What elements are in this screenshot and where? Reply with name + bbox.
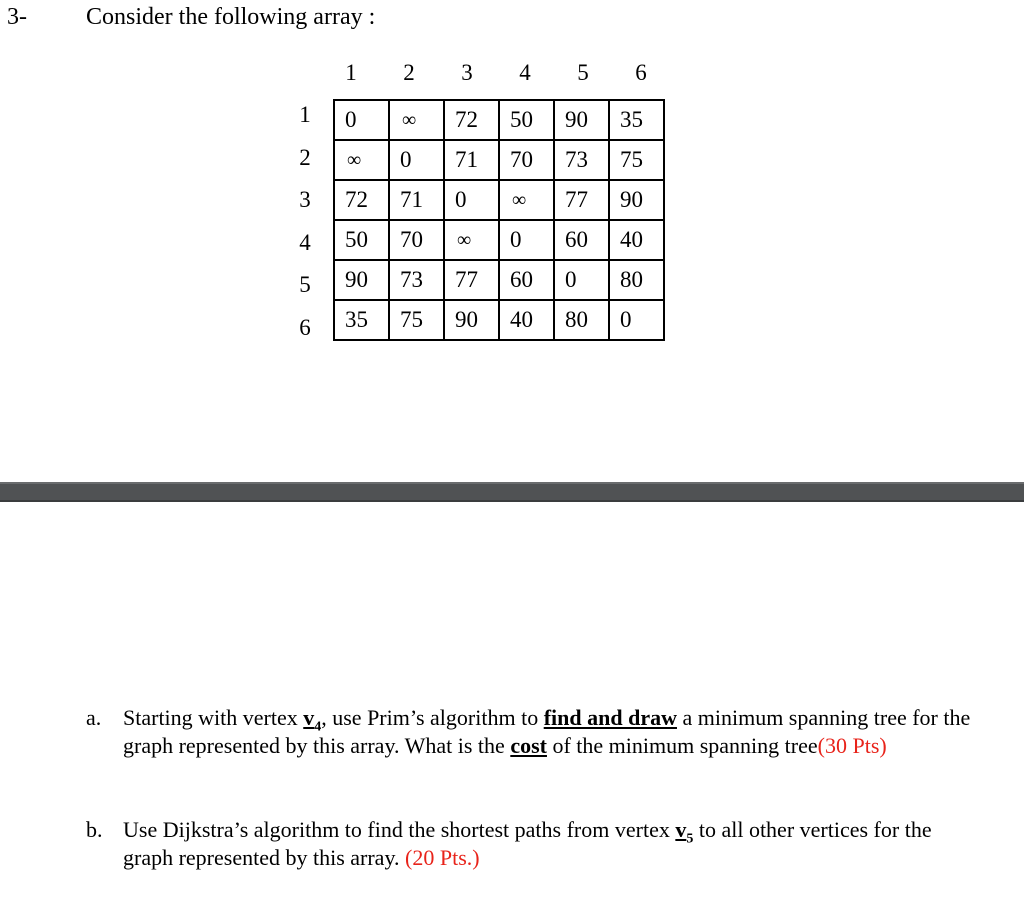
matrix-cell: ∞ [334,140,389,180]
matrix-cell: 50 [499,100,554,140]
matrix-cell: 72 [444,100,499,140]
matrix-cell: ∞ [444,220,499,260]
matrix-cell: 73 [554,140,609,180]
vertex-subscript: 5 [686,831,694,847]
matrix-cell: 0 [554,260,609,300]
matrix-cell: 90 [444,300,499,340]
matrix-cell: 0 [444,180,499,220]
matrix-row [334,140,664,180]
matrix-cell: 90 [554,100,609,140]
adjacency-matrix [333,99,665,341]
row-header: 6 [299,315,311,340]
vertex-letter: v [675,817,687,842]
matrix-cell: 71 [389,180,444,220]
row-header: 3 [299,187,311,212]
matrix-cell: 70 [389,220,444,260]
matrix-cell: 0 [334,100,389,140]
text-run: to all other vertices for the graph represented by this array. [123,817,932,870]
matrix-cell: 90 [334,260,389,300]
matrix-cell: 70 [499,140,554,180]
matrix-cell: 0 [609,300,664,340]
matrix-cell: 60 [499,260,554,300]
part-a-marker: a. [86,705,102,730]
matrix-cell: 50 [334,220,389,260]
column-header: 6 [635,60,647,85]
matrix-cell: 40 [609,220,664,260]
vertex-label [303,705,322,735]
row-header: 5 [299,272,311,297]
emphasis-text: cost [510,733,547,758]
matrix-cell: 72 [334,180,389,220]
points-label: (20 Pts.) [405,845,480,870]
points-label: (30 Pts) [817,733,887,758]
matrix-row [334,100,664,140]
matrix-row [334,180,664,220]
matrix-row [334,220,664,260]
matrix-cell: ∞ [499,180,554,220]
column-header: 1 [345,60,357,85]
matrix-cell: 71 [444,140,499,180]
emphasis-text: find and draw [543,705,677,730]
row-header: 1 [299,102,311,127]
column-header: 4 [519,60,531,85]
matrix-cell: 35 [334,300,389,340]
page-break-divider [0,482,1024,502]
vertex-subscript: 4 [314,719,322,735]
matrix-cell: 80 [554,300,609,340]
matrix-cell: 35 [609,100,664,140]
matrix-cell: 77 [444,260,499,300]
vertex-label [675,817,694,847]
text-run: a minimum spanning tree for the graph represented by this array. What is the [123,705,971,758]
matrix-cell: 75 [609,140,664,180]
part-b-text [123,816,973,872]
text-run: Use Dijkstra’s algorithm to find the shortest paths from vertex [123,817,676,842]
matrix-row [334,300,664,340]
column-header: 3 [461,60,473,85]
part-a-text [123,704,973,760]
part-b-marker: b. [86,817,103,842]
matrix-row [334,260,664,300]
text-run: Starting with vertex [123,705,304,730]
row-header: 2 [299,145,311,170]
matrix-cell: 0 [499,220,554,260]
column-header: 5 [577,60,589,85]
question-intro: Consider the following array : [86,4,376,30]
column-header: 2 [403,60,415,85]
vertex-letter: v [303,705,315,730]
text-run: , use Prim’s algorithm to [321,705,544,730]
matrix-cell: 73 [389,260,444,300]
matrix-cell: 77 [554,180,609,220]
matrix-cell: 60 [554,220,609,260]
matrix-cell: 90 [609,180,664,220]
matrix-cell: ∞ [389,100,444,140]
matrix-cell: 80 [609,260,664,300]
matrix-cell: 75 [389,300,444,340]
question-number: 3- [7,4,27,30]
matrix-cell: 0 [389,140,444,180]
matrix-cell: 40 [499,300,554,340]
text-run: of the minimum spanning tree [546,733,818,758]
row-header: 4 [299,230,311,255]
